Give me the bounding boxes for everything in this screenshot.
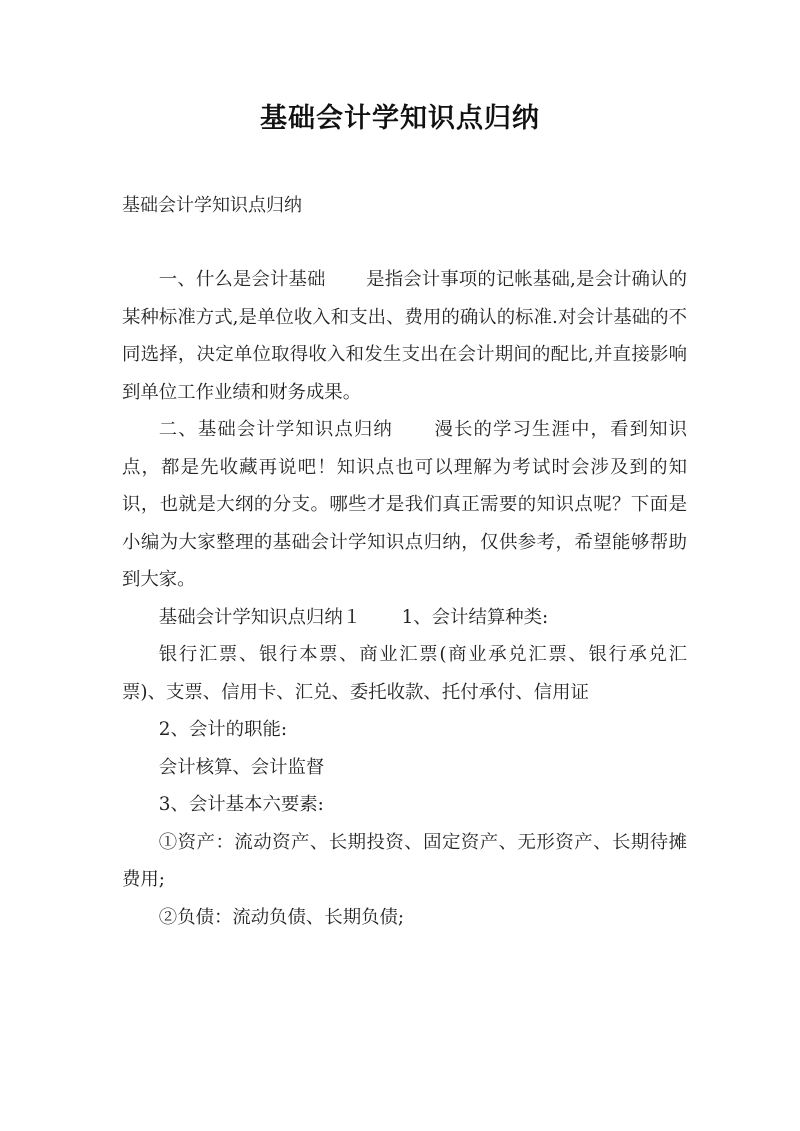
paragraph-text: 1、会计结算种类:	[401, 606, 549, 628]
paragraph-functions-heading	[122, 711, 687, 749]
paragraph-liabilities	[122, 899, 687, 937]
document-body	[122, 261, 687, 936]
document-title: 基础会计学知识点归纳	[260, 103, 540, 134]
paragraph-text: 3、会计基本六要素:	[158, 794, 324, 815]
paragraph-text: 银行汇票、银行本票、商业汇票(商业承兑汇票、银行承兑汇票)、支票、信用卡、汇兑、委托收款、托付承付、信用证	[122, 644, 687, 703]
paragraph-text: ①资产：流动资产、长期投资、固定资产、无形资产、长期待摊费用;	[122, 831, 687, 890]
paragraph-functions	[122, 749, 687, 787]
paragraph-knowledge-points	[122, 411, 687, 599]
paragraph-text: 漫长的学习生涯中，看到知识点，都是先收藏再说吧！知识点也可以理解为考试时会涉及到的知识，也就是大纲的分支。哪些才是我们真正需要的知识点呢？下面是小编为大家整理的基础会计学知识点归纳，仅供参考，希望能够帮助到大家。	[122, 419, 687, 590]
paragraph-heading: 二、基础会计学知识点归纳	[158, 419, 393, 440]
paragraph-heading: 一、什么是会计基础	[158, 269, 326, 290]
paragraph-text: 2、会计的职能:	[158, 719, 288, 740]
paragraph-elements-heading	[122, 786, 687, 824]
paragraph-section-1	[122, 599, 687, 637]
paragraph-accounting-basis	[122, 261, 687, 411]
section-heading: 基础会计学知识点归纳１	[158, 606, 362, 628]
paragraph-assets	[122, 824, 687, 899]
paragraph-text: 是指会计事项的记帐基础,是会计确认的某种标准方式,是单位收入和支出、费用的确认的标准.对会计基础的不同选择，决定单位取得收入和发生支出在会计期间的配比,并直接影响到单位工作业绩和财务成果。	[122, 269, 687, 403]
paragraph-text: ②负债：流动负债、长期负债;	[158, 906, 405, 928]
paragraph-text: 会计核算、会计监督	[158, 756, 325, 778]
document-subtitle: 基础会计学知识点归纳	[122, 195, 302, 216]
paragraph-settlement-types	[122, 636, 687, 711]
